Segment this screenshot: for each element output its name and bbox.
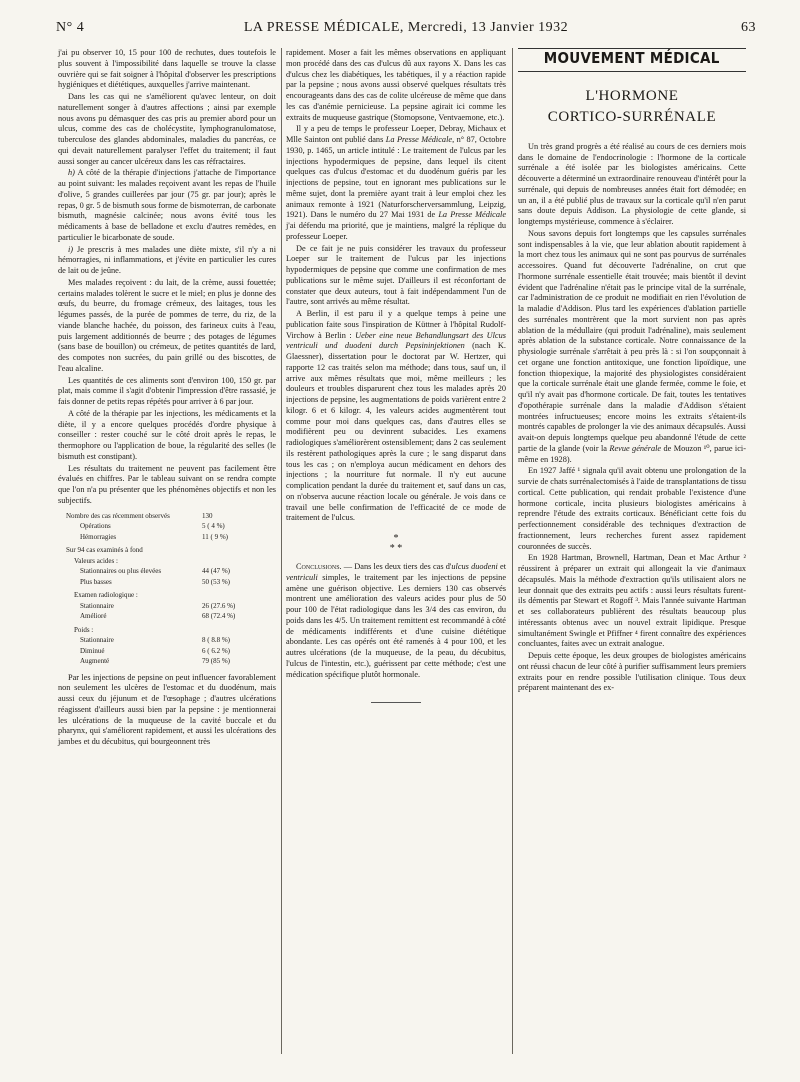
cited-title: Revue générale	[609, 443, 662, 453]
row-label: Diminué	[80, 646, 105, 655]
issue-number: N° 4	[56, 20, 85, 35]
paragraph: De ce fait je ne puis considérer les travaux du professeur Loeper sur le traitement de l'ulcus par les injections hypodermiques de pepsine que comme une confirmation de mes publications sur le même sujet. D'ailleurs il est réconfortant de constater que deux auteurs, tout à fait indépendamment l'un de l'autre, sont arrivés au même résultat.	[286, 243, 506, 307]
table-row	[80, 566, 276, 577]
item-marker: i)	[68, 244, 74, 254]
table-row	[80, 577, 276, 588]
article-title-line: L'HORMONE	[585, 87, 679, 104]
article-title	[518, 86, 746, 128]
paragraph: Les résultats du traitement ne peuvent pas facilement être évalués en chiffres. Par le tableau suivant on se rendra compte que l'on n'a pu présenter que les phénomènes objectifs et non les subjectifs.	[58, 463, 276, 505]
column-middle	[286, 48, 506, 703]
row-value: 26 (27.6 %)	[202, 601, 236, 610]
table-row	[80, 521, 276, 532]
row-label: Amélioré	[80, 612, 107, 620]
table-row	[80, 601, 276, 612]
row-value: 8 ( 8.8 %)	[202, 636, 230, 644]
paragraph: Mes malades reçoivent : du lait, de la crème, aussi fouettée; certains malades tolèrent le sucre et le miel; en plus je donne des œufs, du beurre, du fromage crémeux, des laitages, tous les légumes passés, de la purée de pommes de terre, du riz, de la viande blanche hachée, du poisson, des farineux cuits à l'eau, puis largement additionnés de beurre ; des potages de légumes (sans base de bouillon) ou crémeux, de petites quantités de lard, des compotes non sucrées, du pain grillé ou des biscottes, de l'eau alcaline.	[58, 277, 276, 373]
row-label: Opérations	[80, 522, 111, 530]
table-row	[80, 532, 276, 543]
paragraph-text: , n° 87, Octobre 1930, p. 1465, un article intitulé : Le traitement de l'ulcus par les injections hypodermiques de pepsine, dans lequel ils citent quelques cas d'ulcus d'estomac et du duodénum guéris par les injections de pepsine, tout en ignorant mes publications sur le même sujet, dont la première ayant trait à leur emploi chez les animaux remonte à 1921 (Naturforscherversammlung, Leipzig, 1921). Dans le numéro du 27 Mai 1931 de	[286, 135, 506, 220]
row-value: 68 (72.4 %)	[202, 612, 236, 620]
paragraph: Les quantités de ces aliments sont d'environ 100, 150 gr. par plat, mais comme il s'agit d'obtenir l'impression d'être rassasié, je fais donner de petits repas répétés pour arriver à 6 par jour.	[58, 375, 276, 406]
row-label: Sur 94 cas examinés à fond	[66, 546, 143, 554]
table-row	[74, 556, 276, 567]
page-number: 63	[741, 20, 756, 35]
row-label: Stationnaires ou plus élevées	[80, 567, 162, 575]
paragraph: Un très grand progrès a été réalisé au cours de ces derniers mois dans le domaine de l'endocrinologie : l'hormone de la corticale surrénale a été isolée par les biologistes américains. Cette découverte a déterminé un extraordinaire renouveau d'intérêt pour la surrénale, qui depuis de nombreuses années était fort démodée; en un an, il a été publié plus de travaux sur la corticale qu'il n'en parut sans doute depuis Addison. La physiologie de cette glande, si longtemps mystérieuse, commence à s'éclairer.	[518, 141, 746, 226]
paragraph-text: A côté de la thérapie d'injections j'attache de l'importance au point suivant: les malades reçoivent avant les repas de l'huile d'olive, 5 grandes cuillerées par jour (75 gr. par jour); après le repas, 0 gr. 5 de bismuth sous forme de bismoterran, de carbonate bismuth, magnésie calcinée; nous avons évité tous les médicaments à base de belladone et exclu d'autres remèdes, en particulier le bicarbonate de soude.	[58, 168, 276, 242]
row-label: Stationnaire	[80, 636, 114, 644]
section-title: MOUVEMENT MÉDICAL	[544, 49, 720, 67]
column-right	[518, 48, 746, 695]
paragraph-text: Nous savons depuis fort longtemps que les capsules surrénales sont indispensables à la vie, que leur ablation aboutit rapidement à la mort chez tous les animaux qui ne sont pas pourvus de surrénales accessoires. Quand fut découverte l'adrénaline, on crut que l'hormone surrénale essentielle était trouvée; mais bientôt il devint évident que l'adrénaline n'était pas le principe vital de la surrénale, car l'administration de ce produit ne modifiait en rien l'évolution de la maladie d'Addison. Plus tard les expériences d'ablation partielle des surrénales montrèrent que la mort survient non pas après ablation de la médullaire (qui produit l'adrénaline), mais seulement après ablation de la substance corticale. Notre connaissance de la physiologie surrénale s'arrêtait à peu près là : si l'on soupçonnait à cet organe une fonction antitoxique, une fonction lipoïdique, une fonction thiopexique, la majorité des physiologistes considéraient que la corticale surrénale était une glande fermée, comme le foie, et qu'il n'y avait pas d'hormone corticale. De fait, toutes les tentatives d'opothérapie surrénale dans la maladie d'Addison s'étaient montrées infructueuses; encore moins les extraits s'étaient-ils montrés capables de prolonger la vie des animaux décapsulés. Aussi avait-on depuis longtemps quelque peu abandonné l'étude de cette partie de la glande (voir la	[518, 228, 746, 453]
cited-title: Ueber eine neue Behandlungsart des Ulcus ventriculi und duodeni durch Pepsininjektionen	[286, 330, 506, 351]
paragraph	[286, 124, 506, 242]
paragraph-text: de Mouzon ¹⁰, parue ici-même en 1928).	[518, 443, 746, 464]
table-row	[66, 545, 276, 556]
item-marker: h)	[68, 168, 75, 178]
paragraph: rapidement. Moser a fait les mêmes observations en appliquant mon procédé dans des cas d'ulcus dû aux rayons X. Dans les cas d'ulcus chez les diabétiques, les tabétiques, il y a réaction rapide par la pepsine ; nous avons aussi observé quelques résultats très encourageants dans des cas de colite ulcéreuse de même que dans les cas d'anémie pernicieuse. La pepsine agirait ici comme les extraits de muqueuse gastrique (Stomopsone, Ventvaemone, etc.).	[286, 48, 506, 122]
journal-citation: La Presse Médicale	[438, 210, 506, 220]
group-label: Valeurs acides :	[74, 556, 118, 565]
row-value: 11 ( 9 %)	[202, 532, 228, 541]
group-label: Poids :	[74, 625, 94, 634]
row-label: Nombre des cas récemment observés	[66, 511, 170, 520]
row-value: 130	[202, 511, 213, 520]
paragraph-text: j'ai défendu ma priorité, que je maintiens, malgré la réplique du professeur Loeper.	[286, 221, 506, 241]
row-label: Stationnaire	[80, 601, 114, 610]
row-value: 6 ( 6.2 %)	[202, 646, 230, 655]
paragraph-text: — Dans les deux tiers des cas d'	[341, 562, 452, 571]
term: ventriculi	[286, 572, 318, 582]
conclusions-label: Conclusions.	[296, 562, 342, 571]
term: ulcus duodeni	[451, 562, 498, 571]
paragraph: En 1927 Jaffé ¹ signala qu'il avait obtenu une prolongation de la survie de chats surrénalectomisés à l'aide de transplantations de tissu cortical. Cette publication, qui rendait probable l'existence d'une hormone corticale, incita plusieurs biologistes américains à reprendre l'étude des extraits corticaux. Bénéficiant cette fois du perfectionnement considérable des techniques d'extraction de fractionnement, leurs recherches furent assez rapidement couronnées de succès.	[518, 466, 746, 551]
column-rule-2	[512, 48, 513, 1054]
paragraph	[58, 168, 276, 243]
paragraph-text: (nach K. Glaessner), dissertation pour le doctorat par W. Hertzer, qui rapporte 12 cas traités selon ma méthode; dans tous, sauf un, il arrive aux mêmes résultats que moi, même meilleurs ; les douleurs et troubles disparurent chez tous les malades après 20 injections de pepsine, les augmentations de poids varièrent entre 2 kilogr. 6 et 6 kilogr. 4, les valeurs acides augmentèrent tout comme pour moi dans quelques cas, dans d'autres elles se modifièrent peu ou devinrent subacides. Les examens radiologiques s'améliorèrent ostensiblement; dans 2 cas seulement ils restèrent pathologiques après la cure ; le sang disparut dans tous les cas ; on n'employa aucun médicament en dehors des injections ; la nourriture fut normale. Il n'y eut aucune complication pendant la durée du traitement et, sauf dans un cas, on n'observa aucune réaction locale ou générale. Je vois dans ce travail une belle confirmation de l'efficacité de ce mode de traitement de l'ulcus.	[286, 341, 506, 523]
table-row	[80, 656, 276, 667]
paragraph: Par les injections de pepsine on peut influencer favorablement non seulement les ulcères de l'estomac et du duodénum, mais aussi ceux du jéjunum et de l'œsophage ; d'autres ulcérations réagissent d'ailleurs aussi bien par la pepsine : je mentionnerai les ulcérations de la muqueuse de la cavité buccale et du pharynx, qui s'améliorent rapidement, et aussi les ulcérations des jambes et du décubitus, qui bourgeonnent très	[58, 672, 276, 746]
section-heading	[518, 48, 746, 72]
results-table	[66, 511, 276, 667]
journal-citation: La Presse Médicale	[385, 135, 453, 144]
section-separator	[286, 534, 506, 554]
paragraph: En 1928 Hartman, Brownell, Hartman, Dean et Mac Arthur ² réussirent à préparer un extrait qui allongeait la vie d'animaux décapsulés. Mais la méthode d'extraction qu'ils utilisaient alors ne leur donnait que des extraits peu actifs : aussi leurs résultats furent-ils démentis par Stewart et Rogoff ³. Mais l'année suivante Hartman et ses collaborateurs publièrent des résultats beaucoup plus intéressants obtenus avec un nouvel extrait lipidique. Presque simultanément Swingle et Pfiffner ⁴ firent connaître des expériences concluantes, faites avec un extrait analogue.	[518, 553, 746, 649]
page-header	[56, 20, 756, 42]
row-value: 50 (53 %)	[202, 577, 230, 586]
article-title-line: CORTICO-SURRÉNALE	[547, 108, 717, 125]
row-label: Plus basses	[80, 577, 112, 586]
table-row	[74, 590, 276, 601]
table-row	[80, 635, 276, 646]
paragraph-text: simples, le traitement par les injections de pepsine amène une guérison objective. Les derniers 130 cas observés montrent une amélioration des valeurs acides pour plus de 50 pour 100 de l'état radiologique dans les 3/4 des cas environ, du poids dans les 4/5. Un traitement remittent est recommandé à côté de médicaments indifférents et d'une cuisine diététique abondante. Les cas opérés ont été ramenés à 4 pour 100, et les autres ulcérations (de la muqueuse, de la peau, du décubitus, l'ulcus de l'intestin, etc.), guérissent par cette méthode; c'est une médication spécifique plutôt hormonale.	[286, 572, 506, 679]
asterism-top: *	[393, 533, 399, 544]
paragraph-text: et	[497, 562, 507, 571]
row-label: Hémorragies	[80, 532, 117, 541]
paragraph: Dans les cas qui ne s'améliorent qu'avec lenteur, on doit naturellement songer à d'autres affections ; ainsi par exemple nous avons pu démasquer des cas pris au premier abord pour un ulcus, comme des cas de cholécystite, lymphogranulomatose, tuberculose des glandes abdominales, maladies du pancréas, ce qui devait naturellement paralyser l'effet du traitement; il faut aussi songer au cancer ulcéreux dans les cas réfractaires.	[58, 92, 276, 166]
table-row	[66, 511, 276, 522]
paragraph-text: A Berlin, il est paru il y a quelque temps à peine une publication faite sous l'inspiration de Küttner à l'hôpital Rudolf-Virchow à Berlin :	[286, 309, 506, 340]
paragraph	[286, 309, 506, 524]
conclusions-paragraph	[286, 562, 506, 680]
table-row	[80, 611, 276, 622]
asterism-bottom: * *	[389, 543, 403, 554]
journal-title: LA PRESSE MÉDICALE, Mercredi, 13 Janvier 1932	[243, 20, 569, 35]
paragraph: j'ai pu observer 10, 15 pour 100 de rechutes, dues toutefois le plus souvent à l'impossibilité dans laquelle se trouve la classe ouvrière qui se fait soigner à l'hôpital d'observer les prescriptions hygiéniques et diététiques, auxquelles j'arrive maintenant.	[58, 48, 276, 90]
paragraph: Depuis cette époque, les deux groupes de biologistes américains ont réussi chacun de leur côté à purifier suffisamment leurs premiers extraits pour en rendre possible l'utilisation clinique. Tous deux préparent maintenant des ex-	[518, 651, 746, 693]
end-of-article-rule	[371, 702, 421, 703]
row-value: 44 (47 %)	[202, 567, 230, 575]
paragraph-text: Je prescris à mes malades une diète mixte, s'il n'y a ni hémorragies, ni inflammations, et j'évite en particulier les cures de lait ou de jeûne.	[58, 244, 276, 275]
paragraph-text: Il y a peu de temps le professeur Loeper, Debray, Michaux et Mlle Sainton ont publié dans	[286, 124, 506, 144]
paragraph	[58, 245, 276, 277]
row-label: Augmenté	[80, 657, 110, 665]
row-value: 79 (85 %)	[202, 657, 230, 665]
column-rule-1	[281, 48, 282, 1054]
table-row	[80, 646, 276, 657]
paragraph: A côté de la thérapie par les injections, les médicaments et la diète, il y a encore quelques procédés d'ordre physique à conseiller : rester couché sur le côté droit après le repas, le thermophore ou l'application de boue, la régularité des selles (le bismuth est constipant).	[58, 408, 276, 461]
column-left	[58, 48, 276, 749]
paragraph	[518, 229, 746, 466]
row-value: 5 ( 4 %)	[202, 522, 225, 530]
group-label: Examen radiologique :	[74, 591, 138, 599]
table-row	[74, 625, 276, 636]
